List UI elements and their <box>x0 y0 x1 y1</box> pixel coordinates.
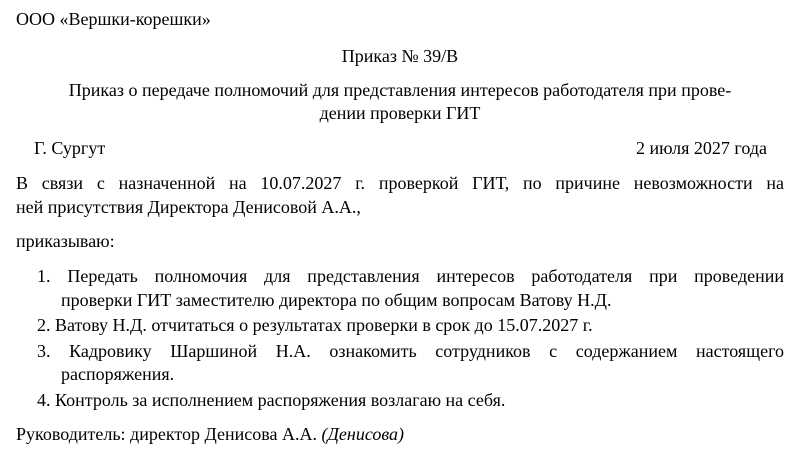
handwritten-signature: (Денисова) <box>321 424 405 444</box>
list-item-1-line-2: проверки ГИТ заместителю директора по общим вопросам Ватову Н.Д. <box>61 290 612 310</box>
order-title-line-2: дении проверки ГИТ <box>319 103 481 123</box>
signature-line <box>16 423 404 445</box>
preamble-line-1: В связи с назначенной на 10.07.2027 г. проверкой ГИТ, по причине невозможности на <box>16 173 784 193</box>
preamble-line-2: ней присутствия Директора Денисовой А.А., <box>16 197 361 217</box>
list-item-3-line-1: 3. Кадровику Шаршиной Н.А. ознакомить сотрудников с содержанием настоящего <box>37 341 784 361</box>
list-item-1-line-1: 1. Передать полномочия для представления интересов работодателя при проведении <box>37 266 784 286</box>
order-date: 2 июля 2027 года <box>636 138 767 158</box>
company-name: ООО «Вершки-корешки» <box>16 9 211 29</box>
list-item-3-line-2: распоряжения. <box>61 364 175 384</box>
order-word: приказываю: <box>16 231 115 251</box>
list-item-4: 4. Контроль за исполнением распоряжения возлагаю на себя. <box>37 390 506 410</box>
list-item-2: 2. Ватову Н.Д. отчитаться о результатах проверки в срок до 15.07.2027 г. <box>37 315 593 335</box>
city: Г. Сургут <box>34 138 106 158</box>
order-number: Приказ № 39/В <box>341 46 459 66</box>
signature-label: Руководитель: директор Денисова А.А. <box>16 424 317 444</box>
order-title-line-1: Приказ о передаче полномочий для представления интересов работодателя при прове- <box>68 80 732 100</box>
